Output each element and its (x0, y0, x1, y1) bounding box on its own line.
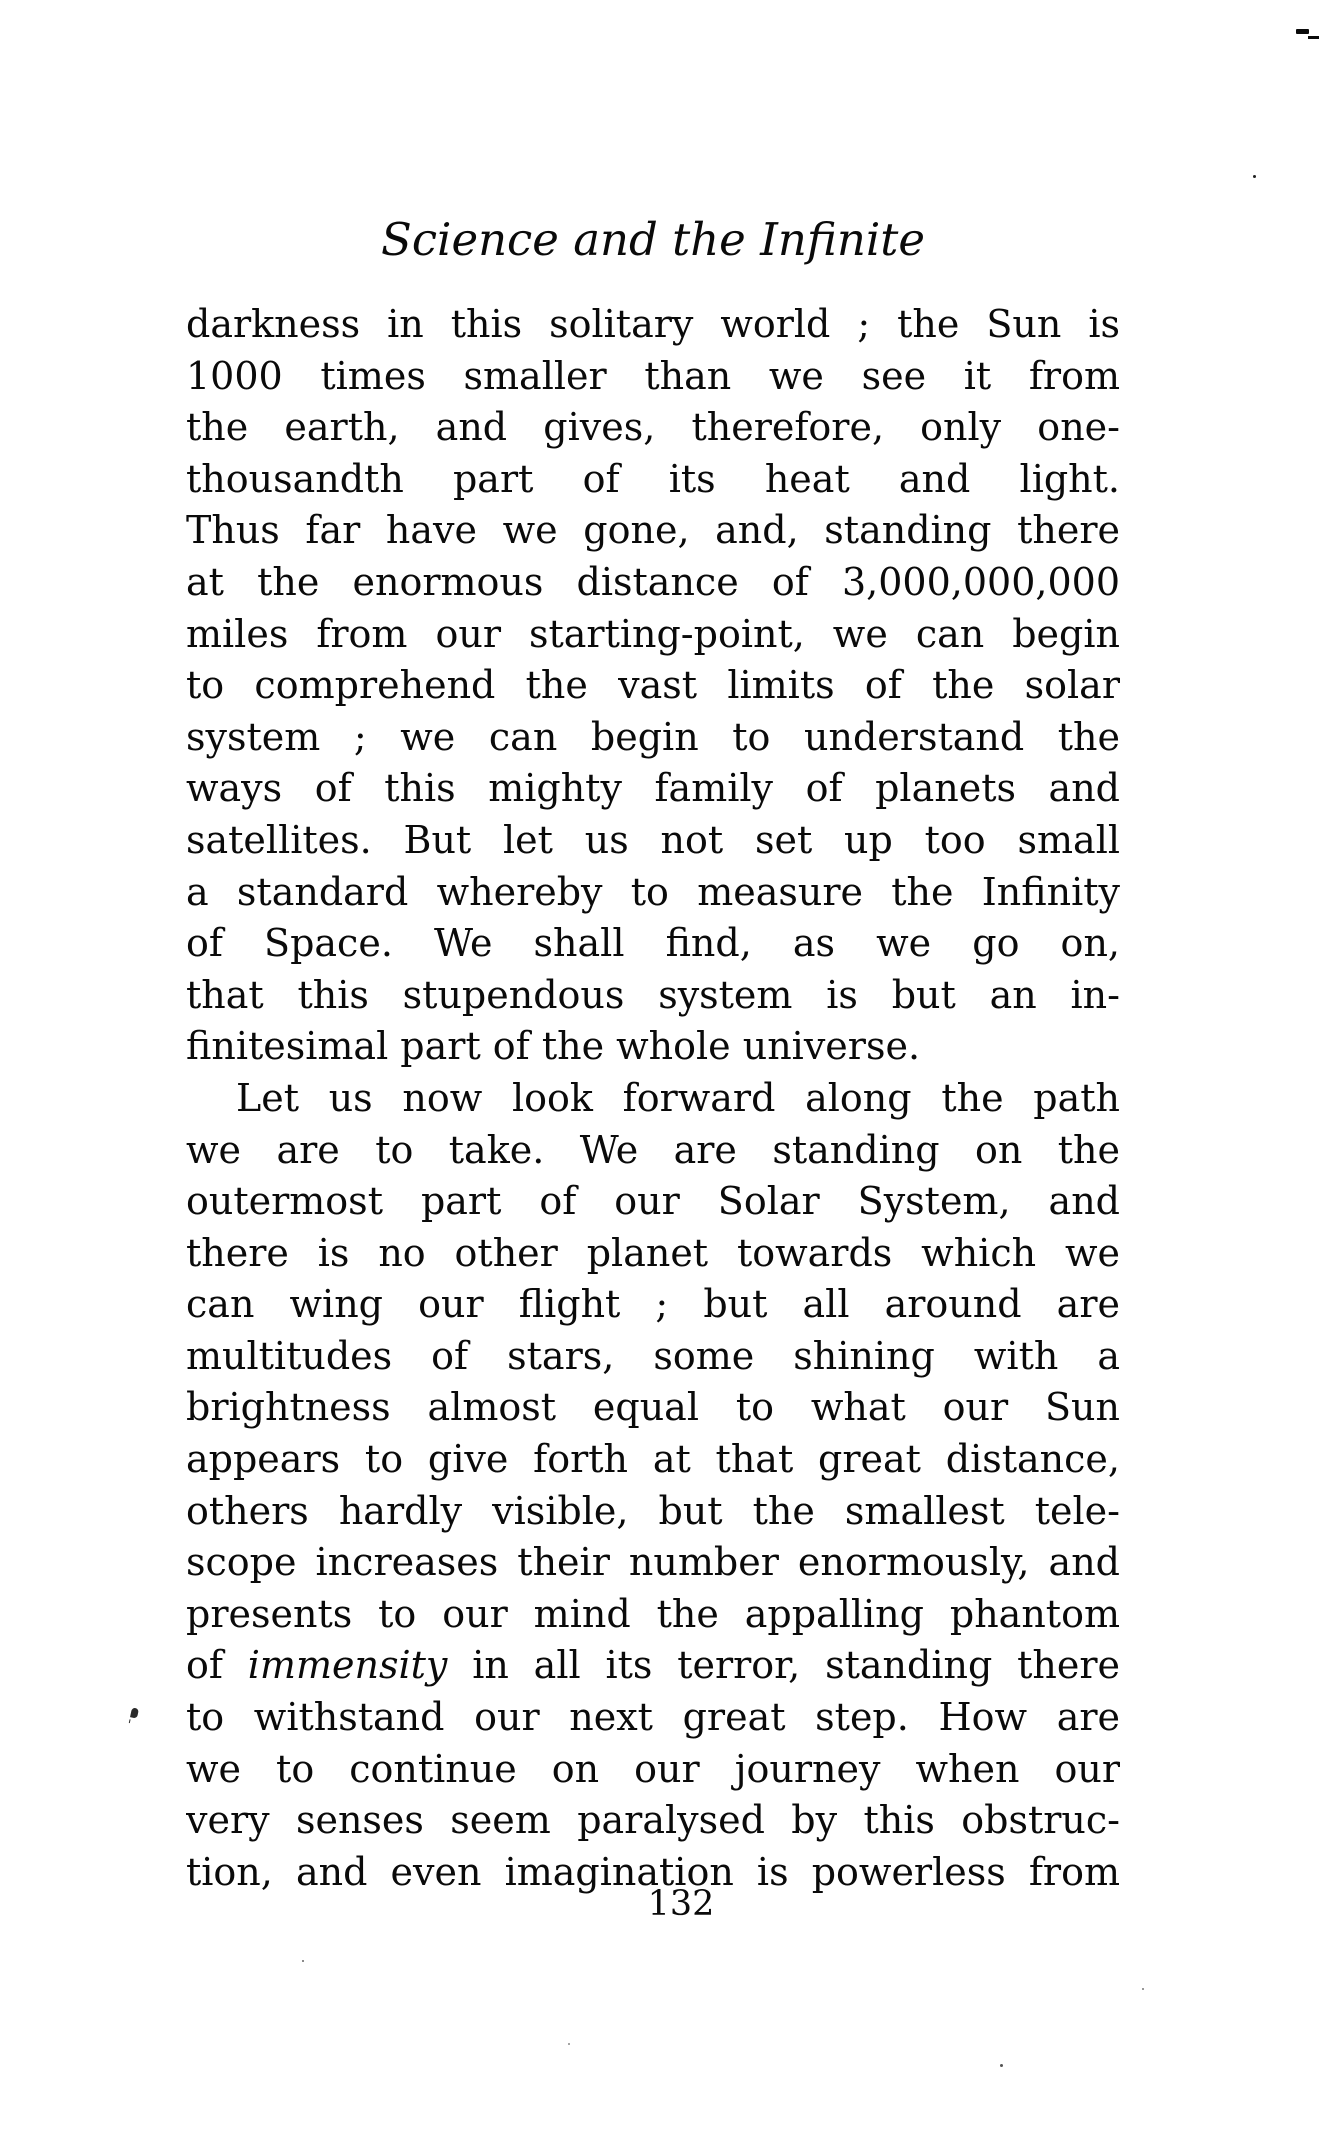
scan-speck (302, 1960, 304, 1962)
scan-speck (1142, 1988, 1144, 1990)
scan-speck (568, 2043, 570, 2045)
text-line: appears to give forth at that great distance, (186, 1437, 1120, 1482)
text-line: outermost part of our Solar System, and (186, 1179, 1120, 1224)
text-line: tion, and even imagination is powerless from (186, 1849, 1120, 1894)
text-line: multitudes of stars, some shining with a (186, 1333, 1120, 1378)
text-line: can wing our flight ; but all around are (186, 1282, 1120, 1327)
body-text (186, 299, 1120, 1898)
text-line: brightness almost equal to what our Sun (186, 1385, 1120, 1430)
text-line: a standard whereby to measure the Infinity (186, 869, 1120, 914)
text-line: thousandth part of its heat and light. (186, 456, 1120, 501)
text-line: satellites. But let us not set up too small (186, 817, 1120, 862)
text-line: of Space. We shall find, as we go on, (186, 921, 1120, 966)
text-line: to withstand our next great step. How are (186, 1695, 1120, 1740)
text-line: of immensity in all its terror, standing there (186, 1643, 1120, 1688)
text-line: that this stupendous system is but an in- (186, 972, 1120, 1017)
scan-speck (130, 1707, 139, 1718)
text-line: very senses seem paralysed by this obstruc- (186, 1798, 1120, 1843)
text-line: at the enormous distance of 3,000,000,000 (186, 559, 1120, 604)
page-number: 132 (647, 1884, 715, 1924)
text-line: scope increases their number enormously, and (186, 1540, 1120, 1585)
text-line: to comprehend the vast limits of the solar (186, 663, 1120, 708)
scan-speck (1000, 2064, 1003, 2067)
text-line: finitesimal part of the whole universe. (186, 1024, 921, 1069)
text-line: darkness in this solitary world ; the Sun is (186, 302, 1120, 346)
text-line: we are to take. We are standing on the (186, 1127, 1120, 1172)
scan-speck (1253, 175, 1256, 178)
text-line: 1000 times smaller than we see it from (186, 353, 1120, 398)
text-line: Thus far have we gone, and, standing there (186, 508, 1120, 553)
page-title: Science and the Infinite (381, 213, 925, 266)
text-line: others hardly visible, but the smallest tele- (186, 1488, 1120, 1533)
text-line: the earth, and gives, therefore, only one- (186, 405, 1120, 450)
text-line: we to continue on our journey when our (186, 1746, 1120, 1791)
text-line: Let us now look forward along the path (236, 1075, 1120, 1120)
text-line: presents to our mind the appalling phantom (186, 1591, 1120, 1636)
text-line: system ; we can begin to understand the (186, 714, 1120, 759)
text-line: miles from our starting-point, we can begin (186, 611, 1120, 656)
scan-speck (1296, 29, 1309, 34)
text-line: ways of this mighty family of planets and (186, 766, 1120, 811)
text-line: there is no other planet towards which we (186, 1230, 1120, 1275)
